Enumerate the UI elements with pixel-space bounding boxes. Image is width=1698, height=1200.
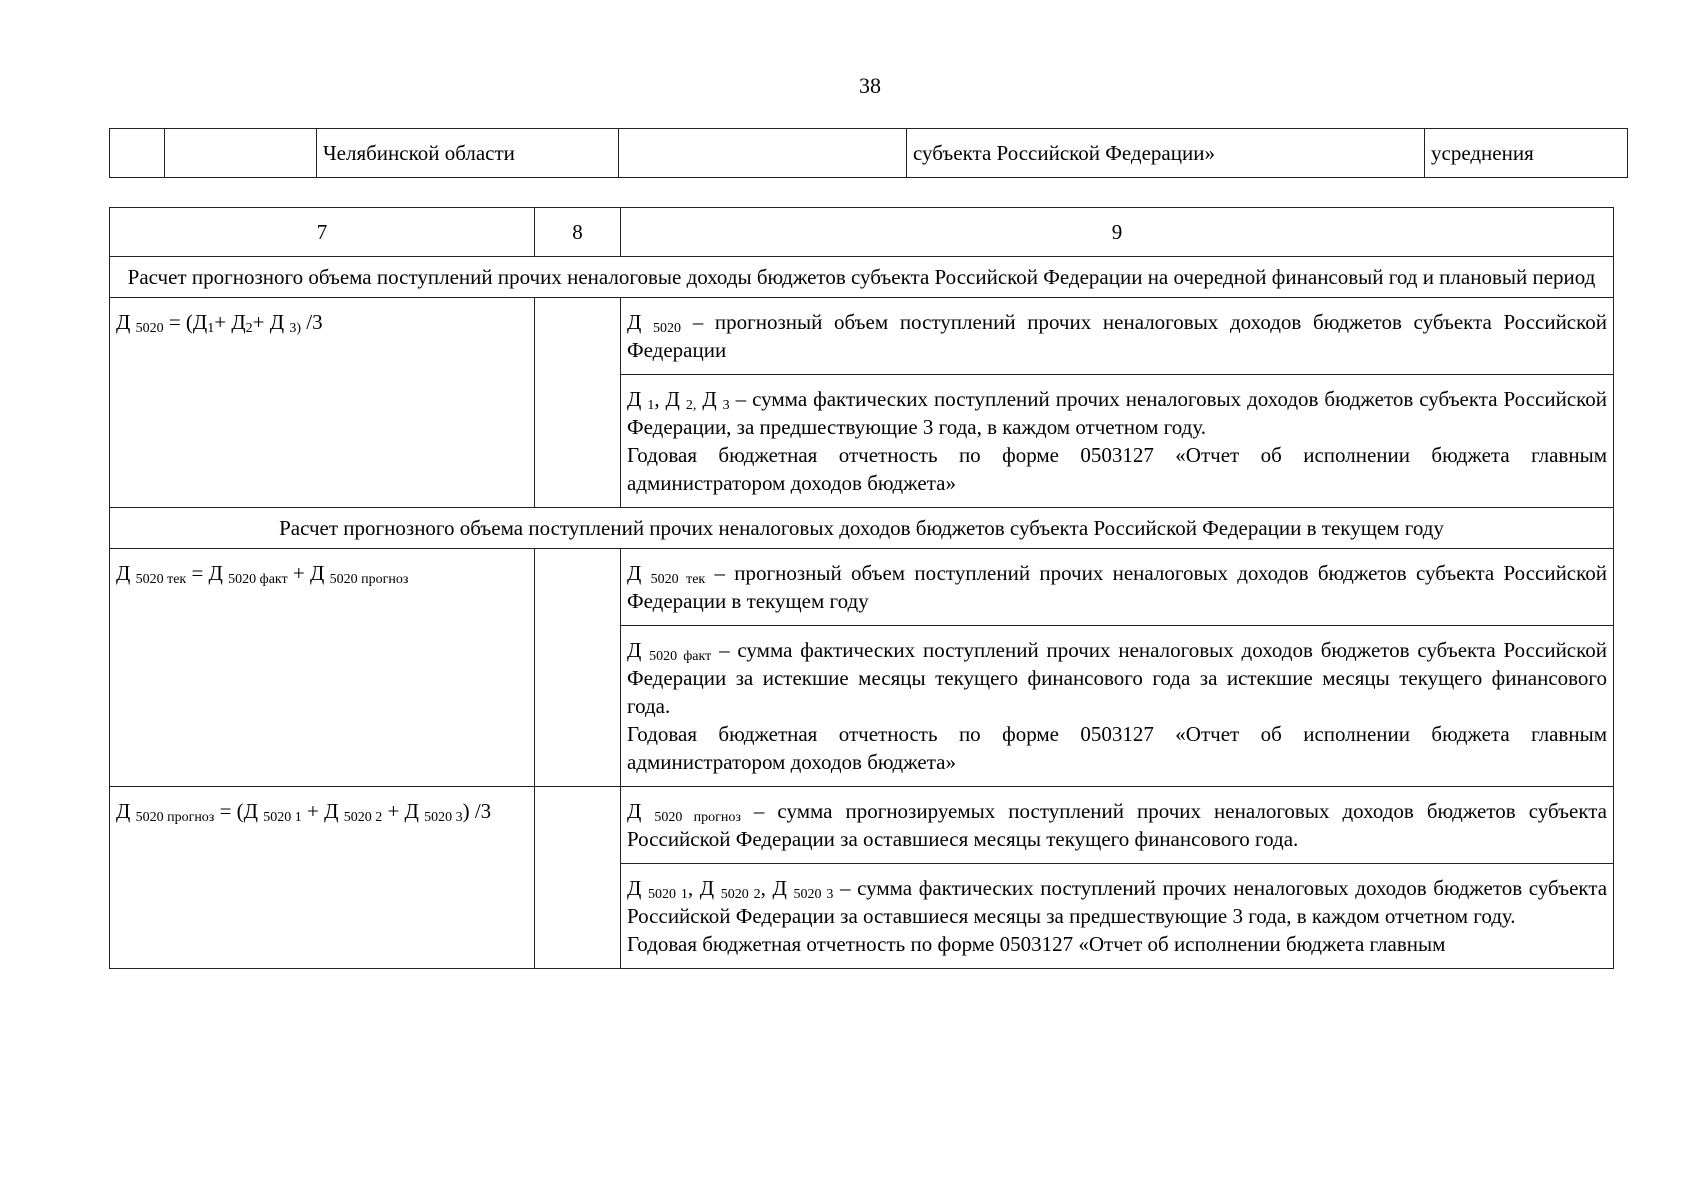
cell: [165, 129, 317, 178]
table-row: [110, 787, 1614, 864]
formula-d5020-tek: Д $_{5020 тек}$ = Д $_{5020 факт}$ + Д $_{5020 прогноз}$: [110, 549, 535, 787]
table-row: [110, 549, 1614, 626]
page-number: 38: [859, 73, 881, 98]
formula-table: [109, 207, 1614, 969]
section-row: [110, 508, 1614, 549]
source-text: Годовая бюджетная отчетность по форме 0503127 «Отчет об исполнении бюджета главным администратором доходов бюджета»: [627, 722, 1607, 774]
column-header-8: 8: [535, 208, 621, 257]
cell: усреднения: [1425, 129, 1628, 178]
description-d5020-fakt: Д $_{5020 факт}$ – сумма фактических поступлений прочих неналоговых доходов бюджетов субъекта Российской Федерации за истекшие месяцы текущего финансового года за истекшие месяцы текущего финансового года. Годовая бюджетная отчетность по форме 0503127 «Отчет об исполнении бюджета главным администратором доходов бюджета»: [621, 626, 1614, 787]
empty-cell: [535, 549, 621, 787]
table-row: [110, 298, 1614, 375]
table-row: [110, 129, 1628, 178]
description-d5020-tek: Д $_{5020 тек}$ – прогнозный объем поступлений прочих неналоговых доходов бюджетов субъекта Российской Федерации в текущем году: [621, 549, 1614, 626]
section-row: [110, 257, 1614, 298]
cell: [619, 129, 907, 178]
description-d5020: Д $_{5020}$ – прогнозный объем поступлений прочих неналоговых доходов бюджетов субъекта Российской Федерации: [621, 298, 1614, 375]
cell: [110, 129, 165, 178]
empty-cell: [535, 787, 621, 969]
source-text: Годовая бюджетная отчетность по форме 0503127 «Отчет об исполнении бюджета главным администратором доходов бюджета»: [627, 443, 1607, 495]
description-d5020-123: Д $_{5020 1}$, Д $_{5020 2}$, Д $_{5020 3}$ – сумма фактических поступлений прочих неналоговых доходов бюджетов субъекта Российской Федерации за оставшиеся месяцы за предшествующие 3 года, в каждом отчетном году. Годовая бюджетная отчетность по форме 0503127 «Отчет об исполнении бюджета главным: [621, 864, 1614, 969]
cell: Челябинской области: [317, 129, 619, 178]
description-d123: Д $_1$, Д $_{2,}$ Д $_3$ – сумма фактических поступлений прочих неналоговых доходов бюджетов субъекта Российской Федерации, за предшествующие 3 года, в каждом отчетном году. Годовая бюджетная отчетность по форме 0503127 «Отчет об исполнении бюджета главным администратором доходов бюджета»: [621, 375, 1614, 508]
column-header-9: 9: [621, 208, 1614, 257]
source-text: Годовая бюджетная отчетность по форме 0503127 «Отчет об исполнении бюджета главным: [627, 932, 1446, 956]
formula-d5020-prognoz: Д $_{5020 прогноз}$ = (Д $_{5020 1}$ + Д $_{5020 2}$ + Д $_{5020 3}$) /3: [110, 787, 535, 969]
section-title-2: Расчет прогнозного объема поступлений прочих неналоговых доходов бюджетов субъекта Российской Федерации в текущем году: [110, 508, 1614, 549]
empty-cell: [535, 298, 621, 508]
column-header-row: [110, 208, 1614, 257]
section-title-1: Расчет прогнозного объема поступлений прочих неналоговые доходы бюджетов субъекта Российской Федерации на очередной финансовый год и плановый период: [110, 257, 1614, 298]
column-header-7: 7: [110, 208, 535, 257]
cell: субъекта Российской Федерации»: [907, 129, 1425, 178]
continuation-row-table: [109, 128, 1628, 178]
description-d5020-prognoz: Д $_{5020 прогноз}$ – сумма прогнозируемых поступлений прочих неналоговых доходов бюджетов субъекта Российской Федерации за оставшиеся месяцы текущего финансового года.: [621, 787, 1614, 864]
formula-d5020: Д $_{5020} = (Д_1+ Д_2+ Д$ $_{3)}$ /3: [110, 298, 535, 508]
